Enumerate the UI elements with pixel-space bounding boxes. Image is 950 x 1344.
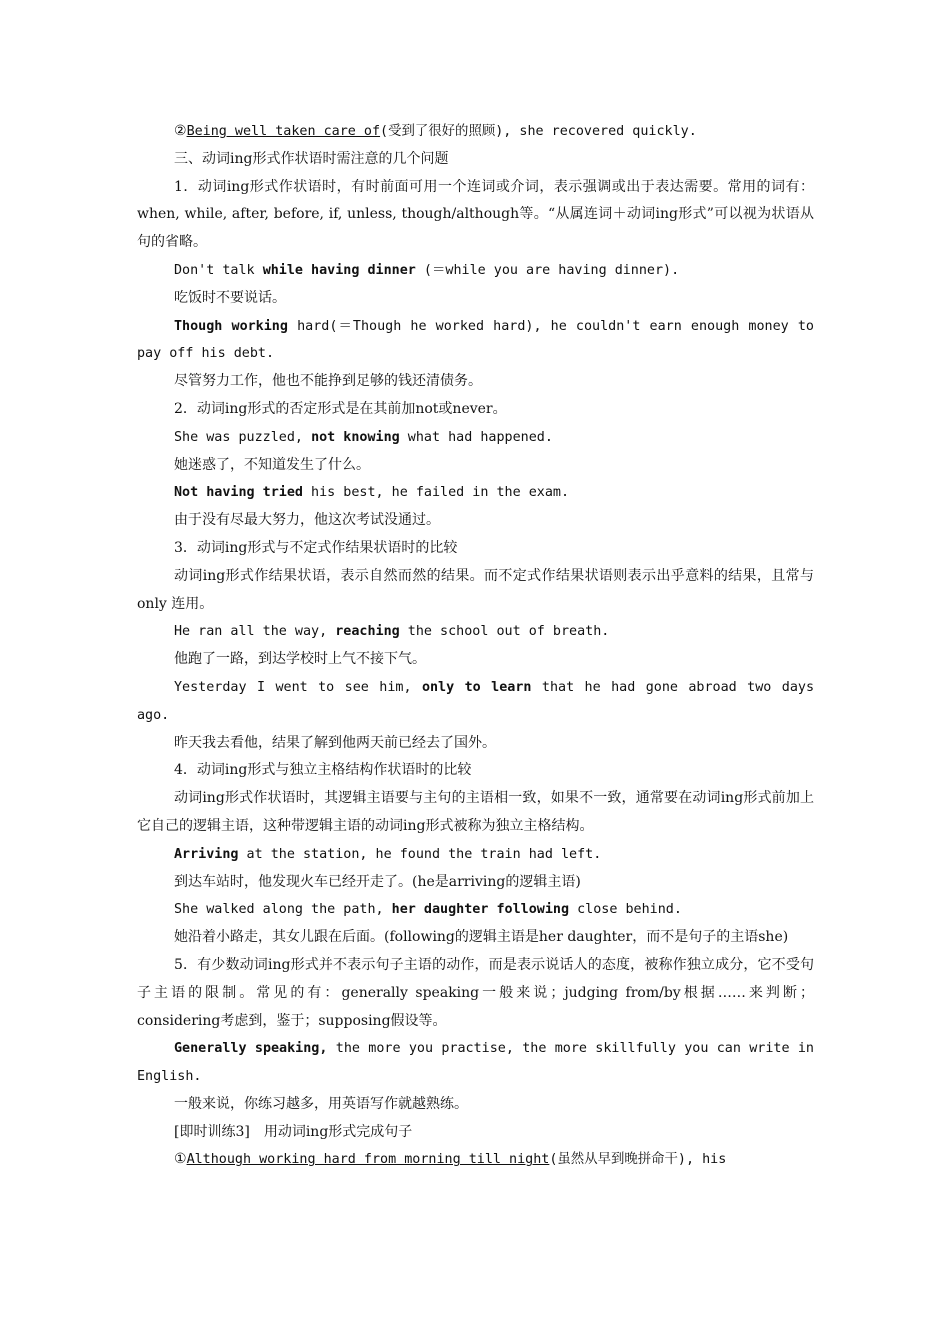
- exercise-heading: [即时训练3] 用动词ing形式完成句子: [174, 1123, 413, 1140]
- exercise-item-1: ①Although working hard from morning till night(虽然从早到晚拼命干), his: [174, 1151, 727, 1168]
- answer-underlined: Although working hard from morning till night: [186, 1152, 550, 1168]
- example-8: She walked along the path, her daughter following close behind.: [174, 902, 682, 918]
- translation-7: 到达车站时，他发现火车已经开走了。(he是arriving的逻辑主语): [174, 873, 581, 890]
- translation-3: 她迷惑了，不知道发生了什么。: [174, 456, 370, 473]
- example-4: Not having tried his best, he failed in the exam.: [174, 485, 570, 501]
- example-3: She was puzzled, not knowing what had happened.: [174, 429, 553, 445]
- example-7: Arriving at the station, he found the train had left.: [174, 846, 602, 862]
- point-1: 1．动词ing形式作状语时，有时前面可用一个连词或介词，表示强调或出于表达需要。常用的词有：when, while, after, before, if, unless, though/although等。“从属连词＋动词ing形式”可以视为状语从句的省略。: [137, 178, 814, 251]
- point-3-desc: 动词ing形式作结果状语，表示自然而然的结果。而不定式作结果状语则表示出乎意料的结果，且常与only 连用。: [137, 567, 814, 612]
- point-3: 3．动词ing形式与不定式作结果状语时的比较: [174, 539, 458, 556]
- example-9: Generally speaking, the more you practise, the more skillfully you can write in English.: [137, 1041, 814, 1085]
- example-5: He ran all the way, reaching the school out of breath.: [174, 624, 610, 640]
- point-5: 5．有少数动词ing形式并不表示句子主语的动作，而是表示说话人的态度，被称作独立成分，它不受句子主语的限制。常见的有：generally speaking一般来说；judging from/by根据……来判断；considering考虑到，鉴于；supposing假设等。: [137, 956, 814, 1029]
- translation-1: 吃饭时不要说话。: [174, 289, 286, 306]
- translation-5: 他跑了一路，到达学校时上气不接下气。: [174, 651, 426, 668]
- translation-2: 尽管努力工作，他也不能挣到足够的钱还清债务。: [174, 373, 482, 390]
- translation-8: 她沿着小路走，其女儿跟在后面。(following的逻辑主语是her daughter，而不是句子的主语she): [174, 929, 789, 946]
- translation-6: 昨天我去看他，结果了解到他两天前已经去了国外。: [174, 734, 496, 751]
- point-2: 2．动词ing形式的否定形式是在其前加not或never。: [174, 400, 507, 417]
- example-2: Though working hard(＝Though he worked hard), he couldn't earn enough money to pay off his debt.: [137, 318, 814, 362]
- translation-9: 一般来说，你练习越多，用英语写作就越熟练。: [174, 1095, 468, 1112]
- example-6: Yesterday I went to see him, only to learn that he had gone abroad two days ago.: [137, 679, 815, 723]
- answer-line-2: ②Being well taken care of(受到了很好的照顾), she recovered quickly.: [174, 123, 697, 139]
- point-4-desc: 动词ing形式作状语时，其逻辑主语要与主句的主语相一致，如果不一致，通常要在动词ing形式前加上它自己的逻辑主语，这种带逻辑主语的动词ing形式被称为独立主格结构。: [137, 790, 814, 834]
- point-4: 4．动词ing形式与独立主格结构作状语时的比较: [174, 762, 472, 779]
- example-1: Don't talk while having dinner (＝while you are having dinner).: [174, 262, 680, 278]
- section-heading: 三、动词ing形式作状语时需注意的几个问题: [174, 150, 449, 167]
- translation-4: 由于没有尽最大努力，他这次考试没通过。: [174, 512, 440, 529]
- answer-underlined: Being well taken care of: [186, 124, 381, 139]
